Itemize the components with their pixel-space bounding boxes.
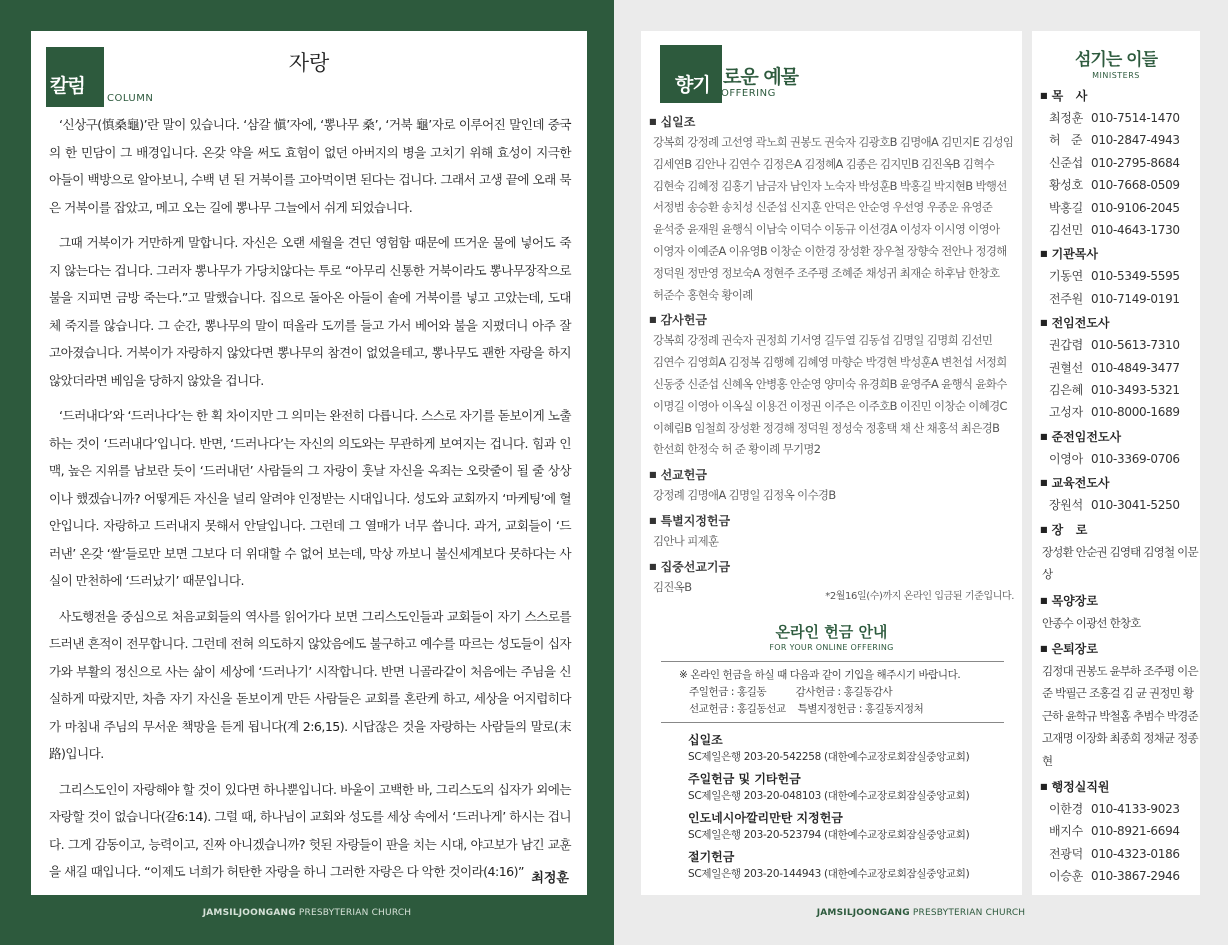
ministers-group-heading: ■ 목 사 [1040,85,1198,107]
minister-name: 김선민 [1049,223,1083,238]
offering-list [649,109,1014,602]
minister-row [1040,865,1198,887]
ministers-group-heading: ■ 전임전도사 [1040,312,1198,334]
minister-name: 신준섭 [1049,155,1083,170]
ministers-panel [1032,31,1200,895]
minister-row [1040,494,1198,516]
minister-row [1040,379,1198,401]
minister-name: 이영아 [1049,451,1083,466]
minister-phone: 010-5613-7310 [1091,338,1180,353]
minister-phone: 010-7149-0191 [1091,291,1180,306]
minister-name: 전광덕 [1049,846,1083,861]
column-tag: 칼럼 [46,47,104,107]
minister-name: 최정훈 [1049,111,1083,125]
minister-name: 배지수 [1049,824,1083,839]
minister-phone: 010-9106-2045 [1091,200,1180,215]
account-number: SC제일은행 203-20-048103 (대한예수교장로회잠실중앙교회) [688,790,970,802]
footer-church-name-bold: JAMSILJOONGANG [816,908,910,918]
account-list [688,731,1008,887]
minister-phone: 010-3867-2946 [1091,869,1180,884]
minister-row [1040,219,1198,241]
ministers-title: 섬기는 이들 [1074,50,1158,70]
ministers-list [1040,83,1198,888]
account-name: 십일조 [688,733,723,747]
minister-row [1040,152,1198,174]
ministers-subtitle: MINISTERS [1092,71,1140,80]
minister-name: 권갑렴 [1049,338,1083,353]
minister-row [1040,129,1198,151]
minister-name: 김은혜 [1049,383,1083,398]
minister-name: 전주원 [1049,291,1083,306]
minister-phone: 010-8921-6694 [1091,824,1180,839]
offering-section-heading: ■ 십일조 [649,111,1014,132]
minister-row [1040,401,1198,423]
ministers-group-names: 안종수 이광선 한창호 [1042,615,1141,630]
minister-phone: 010-3041-5250 [1091,498,1180,513]
minister-name: 이한경 [1049,801,1083,816]
minister-phone: 010-4643-1730 [1091,223,1180,238]
ministers-group-heading: ■ 준전임전도사 [1040,426,1198,448]
ministers-group-names: 김정대 권봉도 윤부하 조주평 이은준 박필근 조홍걸 김 균 권정민 황근하 윤학규 박철홈 추범수 박경준 고재명 이장화 최종희 정채균 정종현 [1042,663,1198,768]
footer-church-name-rest: PRESBYTERIAN CHURCH [909,908,1026,918]
account-number: SC제일은행 203-20-523794 (대한예수교장로회잠실중앙교회) [688,829,970,841]
minister-name: 권혈선 [1049,360,1083,375]
offering-section-names: 김안나 피제훈 [653,533,719,548]
offering-section-heading: ■ 선교헌금 [649,464,1014,485]
ministers-group-heading: ■ 기관목사 [1040,243,1198,265]
ministers-group-heading: ■ 교육전도사 [1040,472,1198,494]
minister-row [1040,334,1198,356]
minister-row [1040,107,1198,129]
account-name: 절기헌금 [688,850,735,864]
minister-phone: 010-8000-1689 [1091,405,1180,420]
minister-name: 기동연 [1049,269,1083,284]
minister-phone: 010-2847-4943 [1091,133,1180,148]
online-guide-text: ※ 온라인 헌금을 하실 때 다음과 같이 기입을 해주시기 바랍니다. [679,669,961,681]
online-offering-subtitle: FOR YOUR ONLINE OFFERING [769,643,894,652]
offering-section-names: 강복희 강정례 권숙자 권정희 기서영 길두열 김동섭 김명일 김명희 김선민 김연수 김영희A 김정복 김행혜 김혜영 마향순 박경현 박성훈A 변천섭 서정희 신동중 신준섭 신혜옥 안병홍 안순영 양미숙 유경희B 윤영주A 윤행식 윤화수 이명길 이영아 이옥실 이용건 이정권 이주은 이주호B 이진민 이창순 이혜경C 이혜림B 임철희 장성환 정경해 정덕원 정성숙 정홍택 채 산 채홍석 최은경B 한선희 한정숙 허 준 황이례 무기명2 [653,333,1007,457]
minister-name: 황성호 [1049,178,1083,193]
minister-row [1040,288,1198,310]
minister-phone: 010-4133-9023 [1091,801,1180,816]
ministers-group-heading: ■ 은퇴장로 [1040,638,1198,660]
minister-row [1040,357,1198,379]
ministers-group-heading: ■ 행정실직원 [1040,776,1198,798]
minister-name: 이승훈 [1049,869,1083,884]
minister-phone: 010-7514-1470 [1091,111,1180,125]
offering-section-heading: ■ 집중선교기금 [649,556,1014,577]
minister-phone: 010-4849-3477 [1091,360,1180,375]
minister-phone: 010-5349-5595 [1091,269,1180,284]
footer-church-name [614,908,1228,918]
footer-church-name-bold: JAMSILJOONGANG [202,908,296,918]
offering-section-names: 김진옥B [653,579,692,594]
offering-section-names: 강정례 김명애A 김명일 김정옥 이수경B [653,488,836,503]
footer-church-name-rest: PRESBYTERIAN CHURCH [295,908,412,918]
minister-row [1040,820,1198,842]
offering-tag-subtitle: OFFERING [721,88,776,99]
minister-phone: 010-2795-8684 [1091,155,1180,170]
column-tag-subtitle: COLUMN [107,93,154,104]
account-name: 인도네시아깔리만탄 지정헌금 [688,811,843,825]
minister-row [1040,174,1198,196]
online-offering-title: 온라인 헌금 안내 [775,623,888,641]
minister-phone: 010-3493-5321 [1091,383,1180,398]
column-paragraph: 그때 거북이가 거만하게 말합니다. 자신은 오랜 세월을 견딘 영험함 때문에 뜨거운 물에 넣어도 죽지 않는다는 겁니다. 그러자 뽕나무가 가당치않다는 투로 “아무리 신통한 거북이라도 뽕나무장작으로 불을 지피면 금방 죽는다.”고 말했습니다. 집으로 돌아온 아들이 솥에 거북이를 넣고 고았는데, 도대체 죽지를 않습니다. 그 순간, 뽕나무의 말이 떠올라 도끼를 들고 가서 베어와 불을 지폈더니 아주 잘 고아졌습니다. 거북이가 자랑하지 않았다면 뽕나무의 참견이 없었을테고, 뽕나무도 괜한 자랑을 하지 않았더라면 베임을 당하지 않았을 겁니다. [49,235,571,388]
online-offering-guide [679,667,960,718]
column-author: 최정훈 [531,871,569,886]
ministers-group-heading: ■ 장 로 [1040,519,1198,541]
offering-panel [641,31,1022,895]
online-guide-line: 선교헌금 : 홍길동선교 특별지정헌금 : 홍길동지정처 [689,703,924,715]
offering-tag-rest: 로운 예물 [723,66,799,88]
minister-row [1040,798,1198,820]
online-guide-line: 주일헌금 : 홍길동 감사헌금 : 홍길동감사 [689,686,893,698]
minister-name: 고성자 [1049,405,1083,420]
offering-section-heading: ■ 특별지정헌금 [649,510,1014,531]
ministers-group-names: 장성환 안순권 김영태 김영철 이문상 [1042,544,1198,582]
column-paragraph: 사도행전을 중심으로 처음교회들의 역사를 읽어가다 보면 그리스도인들과 교회들이 자기 스스로를 드러낸 흔적이 전무합니다. 그런데 전혀 의도하지 않았음에도 불구하고 예수를 따르는 성도들이 십자가와 부활의 정신으로 사는 삶이 세상에 ‘드러나기’ 시작합니다. 반면 니골라같이 처음에는 주님을 신실하게 따랐지만, 차츰 자기 자신을 돋보이게 만든 사람들은 교회를 혼란케 하고, 세상을 어지럽히다가 마침내 주님의 무서운 책망을 듣게 됩니다(계 2:6,15). 시답잖은 것을 자랑하는 사람들의 말로(末路)입니다. [49,608,571,761]
divider [661,722,1004,723]
minister-name: 장원석 [1049,498,1083,513]
column-paragraph: 그리스도인이 자랑해야 할 것이 있다면 하나뿐입니다. 바울이 고백한 바, 그리스도의 십자가 외에는 자랑할 것이 없습니다(갈6:14). 그럴 때, 하나님이 교회와 성도를 세상 속에서 ‘드러나게’ 하시는 겁니다. 그게 감동이고, 능력이고, 진짜 아니겠습니까? 헛된 자랑들이 판을 치는 시대, 야고보가 남긴 교훈을 새길 때입니다. “이제도 너희가 허탄한 자랑을 하니 그러한 자랑은 다 악한 것이라(4:16)” [49,781,571,879]
minister-name: 박홍길 [1049,200,1083,215]
column-body [49,111,571,894]
account-number: SC제일은행 203-20-144943 (대한예수교장로회잠실중앙교회) [688,868,970,880]
minister-phone: 010-7668-0509 [1091,178,1180,193]
offering-tag: 향기 [660,45,722,103]
offering-section-names: 강복희 강정례 고선영 곽노희 권봉도 권숙자 김광호B 김명애A 김민지E 김성임 김세연B 김안나 김연수 김정은A 김정혜A 김종은 김지민B 김진옥B 김혁수 김현숙 김혜정 김홍기 남금자 남인자 노숙자 박성훈B 박홍길 박지현B 박행선 서정범 송승환 송치성 신준섭 신지훈 안덕은 안순영 우선영 우종운 유영준 윤석중 윤재원 윤행식 이남숙 이덕수 이동규 이선경A 이성자 이시영 이영아 이영자 이예준A 이유영B 이창순 이한경 장성환 장우철 장향숙 전안나 정경해 정덕원 정만영 정보숙A 정현주 조주평 조혜준 채성귀 최재순 하후남 한창호 허준수 홍현숙 황이례 [653,135,1014,302]
divider [661,661,1004,662]
offering-section-heading: ■ 감사헌금 [649,309,1014,330]
column-title: 자랑 [288,51,330,75]
column-paragraph: ‘드러내다’와 ‘드러나다’는 한 획 차이지만 그 의미는 완전히 다릅니다. 스스로 자기를 돋보이게 노출하는 것이 ‘드러내다’입니다. 반면, ‘드러나다’는 자신의 의도와는 무관하게 보여지는 겁니다. 힘과 인맥, 높은 지위를 남보란 듯이 ‘드러내던’ 사람들의 그 자랑이 훗날 자신을 옥죄는 오랏줄이 될 줄 상상이나 했겠습니까? 어떻게든 자신을 널리 알려야 인정받는 시대입니다. 성도와 교회까지 ‘마케팅’에 혈안입니다. 자랑하고 드러내지 못해서 안달입니다. 그런데 그 열매가 너무 씁니다. 과거, 교회들이 ‘드러낸’ 온갖 ‘쌀’들로만 보면 그보다 더 위대할 수 없어 보는데, 막상 까보니 불신세계보다 못하다는 사실이 만천하에 ‘드러났기’ 때문입니다. [49,408,571,588]
minister-phone: 010-3369-0706 [1091,451,1180,466]
ministers-group-heading: ■ 목양장로 [1040,590,1198,612]
footer-church-name [0,908,614,918]
minister-phone: 010-4323-0186 [1091,846,1180,861]
minister-row [1040,197,1198,219]
column-panel [31,31,587,895]
account-number: SC제일은행 203-20-542258 (대한예수교장로회잠실중앙교회) [688,751,970,763]
minister-row [1040,843,1198,865]
minister-row [1040,448,1198,470]
offering-note: *2월16일(수)까지 온라인 입금된 기준입니다. [825,591,1014,602]
minister-name: 허 준 [1049,133,1083,148]
account-name: 주일헌금 및 기타헌금 [688,772,801,786]
minister-row [1040,265,1198,287]
column-paragraph: ‘신상구(慎桑龜)’란 말이 있습니다. ‘삼갈 愼’자에, ‘뽕나무 桑’, ‘거북 龜’자로 이루어진 말인데 중국의 한 민담이 그 배경입니다. 온갖 약을 써도 효험이 없던 아버지의 병을 고치기 위해 효성이 지극한 아들이 백방으로 알아보니, 수백 년 된 거북이를 고아먹이면 된다는 겁니다. 그래서 고생 끝에 오래 묵은 거북이를 잡았고, 메고 오는 길에 뽕나무 그늘에서 쉬게 되었습니다. [49,117,571,215]
